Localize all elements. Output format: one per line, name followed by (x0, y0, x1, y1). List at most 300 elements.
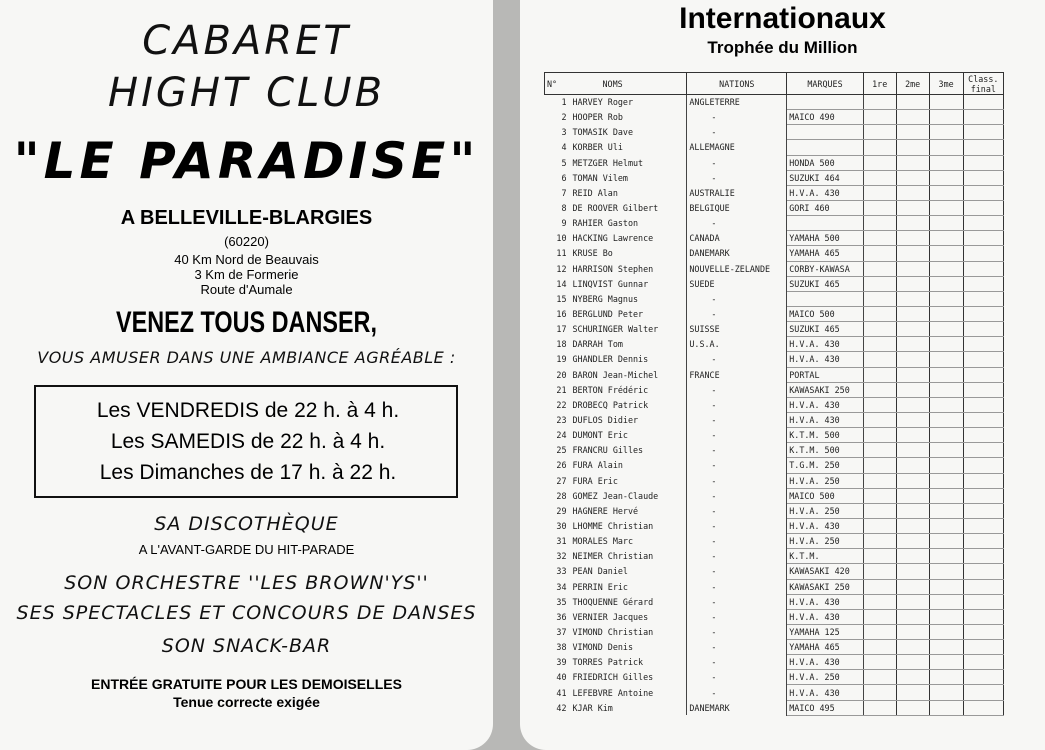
cell-result-3 (929, 412, 963, 427)
cell-result-1 (863, 291, 896, 306)
cell-result-1 (863, 231, 896, 246)
rider-name: DUMONT Eric (572, 430, 628, 441)
postal-code: (60220) (224, 234, 269, 249)
table-row (545, 155, 1004, 170)
cell-rider (545, 306, 687, 321)
rider-name: LEFEBVRE Antoine (572, 687, 654, 698)
table-row (545, 382, 1004, 397)
rider-name: HOOPER Rob (572, 112, 623, 123)
cell-final (963, 231, 1003, 246)
cell-marque (787, 95, 864, 110)
cell-result-2 (896, 231, 929, 246)
cell-result-1 (863, 655, 896, 670)
cell-marque: H.V.A. 430 (787, 412, 864, 427)
cell-rider (545, 564, 687, 579)
cell-result-2 (896, 534, 929, 549)
cell-result-3 (929, 322, 963, 337)
cell-rider (545, 488, 687, 503)
cell-result-3 (929, 125, 963, 140)
cell-nation: - (687, 443, 787, 458)
cell-marque: H.V.A. 430 (787, 185, 864, 200)
cell-result-2 (896, 564, 929, 579)
cell-result-1 (863, 700, 896, 715)
cell-nation: - (687, 170, 787, 185)
cell-nation: - (687, 549, 787, 564)
cell-result-2 (896, 488, 929, 503)
cell-marque: H.V.A. 250 (787, 503, 864, 518)
cell-final (963, 291, 1003, 306)
cell-result-3 (929, 655, 963, 670)
cell-result-3 (929, 640, 963, 655)
cell-result-2 (896, 443, 929, 458)
cell-rider (545, 685, 687, 700)
header-names: NOMS (602, 78, 623, 89)
rider-name: NEIMER Christian (572, 551, 654, 562)
cell-final (963, 352, 1003, 367)
cell-rider (545, 352, 687, 367)
cell-result-3 (929, 276, 963, 291)
rider-number: 39 (556, 657, 567, 668)
cell-result-1 (863, 670, 896, 685)
rider-number: 31 (556, 536, 567, 547)
cell-rider (545, 609, 687, 624)
cell-result-2 (896, 246, 929, 261)
cell-result-2 (896, 458, 929, 473)
cell-rider (545, 291, 687, 306)
cell-rider (545, 397, 687, 412)
cell-nation: - (687, 473, 787, 488)
header-number-names (545, 73, 687, 95)
cell-result-3 (929, 685, 963, 700)
cell-rider (545, 276, 687, 291)
cell-rider (545, 518, 687, 533)
cell-result-1 (863, 216, 896, 231)
rider-number: 35 (556, 596, 567, 607)
rider-name: BARON Jean-Michel (572, 369, 659, 380)
cell-final (963, 624, 1003, 639)
cell-nation: - (687, 564, 787, 579)
cell-result-1 (863, 549, 896, 564)
cell-result-3 (929, 261, 963, 276)
cell-result-2 (896, 700, 929, 715)
cell-rider (545, 640, 687, 655)
cell-result-2 (896, 125, 929, 140)
rider-name: VIMOND Christian (572, 626, 654, 637)
cell-nation: - (687, 458, 787, 473)
table-row (545, 503, 1004, 518)
cell-final (963, 503, 1003, 518)
shows-line: SES SPECTACLES ET CONCOURS DE DANSES (16, 602, 477, 624)
snack-bar-line: SON SNACK-BAR (161, 635, 332, 657)
cell-result-2 (896, 322, 929, 337)
rider-number: 33 (556, 566, 567, 577)
rider-name: MORALES Marc (572, 536, 634, 547)
cell-rider (545, 412, 687, 427)
cell-marque: H.V.A. 430 (787, 609, 864, 624)
rider-number: 36 (556, 611, 567, 622)
cell-nation: DANEMARK (687, 246, 787, 261)
cell-result-3 (929, 564, 963, 579)
cell-final (963, 428, 1003, 443)
rider-name: TOMAN Vilem (572, 172, 628, 183)
cell-marque: YAMAHA 500 (787, 231, 864, 246)
cell-marque: KAWASAKI 420 (787, 564, 864, 579)
rider-number: 27 (556, 475, 567, 486)
cell-marque: YAMAHA 125 (787, 624, 864, 639)
cell-final (963, 140, 1003, 155)
cell-result-2 (896, 428, 929, 443)
cell-nation: SUISSE (687, 322, 787, 337)
cell-final (963, 382, 1003, 397)
cell-final (963, 155, 1003, 170)
cell-marque: H.V.A. 430 (787, 337, 864, 352)
cell-result-1 (863, 185, 896, 200)
cell-final (963, 655, 1003, 670)
cell-result-1 (863, 594, 896, 609)
table-row (545, 95, 1004, 110)
cell-result-3 (929, 488, 963, 503)
cell-result-2 (896, 95, 929, 110)
table-row (545, 397, 1004, 412)
rider-name: DARRAH Tom (572, 339, 623, 350)
table-row (545, 594, 1004, 609)
cell-marque: K.T.M. (787, 549, 864, 564)
table-row (545, 518, 1004, 533)
cell-result-3 (929, 216, 963, 231)
cell-marque: K.T.M. 500 (787, 443, 864, 458)
cell-result-2 (896, 276, 929, 291)
cell-result-2 (896, 110, 929, 125)
cell-marque: SUZUKI 465 (787, 322, 864, 337)
cell-nation: - (687, 518, 787, 533)
table-row (545, 564, 1004, 579)
cell-result-1 (863, 261, 896, 276)
cell-marque: H.V.A. 250 (787, 534, 864, 549)
cell-rider (545, 655, 687, 670)
rider-name: REID Alan (572, 187, 618, 198)
cell-result-2 (896, 200, 929, 215)
cell-result-2 (896, 640, 929, 655)
rider-number: 38 (556, 642, 567, 653)
cell-nation: SUEDE (687, 276, 787, 291)
cell-final (963, 473, 1003, 488)
rider-name: METZGER Helmut (572, 157, 644, 168)
rider-number: 7 (561, 187, 567, 198)
table-row (545, 670, 1004, 685)
cell-final (963, 322, 1003, 337)
rider-name: KJAR Kim (572, 702, 613, 713)
cell-final (963, 518, 1003, 533)
table-row (545, 367, 1004, 382)
cell-result-2 (896, 337, 929, 352)
cell-result-1 (863, 337, 896, 352)
cell-nation: - (687, 640, 787, 655)
rider-name: BERGLUND Peter (572, 309, 644, 320)
cell-rider (545, 534, 687, 549)
cell-marque: SUZUKI 464 (787, 170, 864, 185)
hours-sunday: Les Dimanches de 17 h. à 22 h. (99, 461, 397, 484)
cell-final (963, 125, 1003, 140)
cell-marque: H.V.A. 430 (787, 397, 864, 412)
rider-number: 29 (556, 505, 567, 516)
cell-final (963, 488, 1003, 503)
invite-subline: VOUS AMUSER DANS UNE AMBIANCE AGRÉABLE : (37, 348, 456, 367)
cell-final (963, 549, 1003, 564)
table-row (545, 458, 1004, 473)
cell-marque: MAICO 495 (787, 700, 864, 715)
cell-nation: - (687, 125, 787, 140)
cell-result-1 (863, 246, 896, 261)
orchestra-line: SON ORCHESTRE ''LES BROWN'YS'' (64, 572, 429, 594)
cell-result-3 (929, 170, 963, 185)
cell-result-2 (896, 609, 929, 624)
cell-nation: - (687, 291, 787, 306)
rider-number: 32 (556, 551, 567, 562)
cell-result-1 (863, 110, 896, 125)
cell-result-3 (929, 352, 963, 367)
cell-result-3 (929, 185, 963, 200)
cell-marque: K.T.M. 500 (787, 428, 864, 443)
cell-result-2 (896, 185, 929, 200)
cell-marque: KAWASAKI 250 (787, 382, 864, 397)
cell-result-3 (929, 443, 963, 458)
rider-number: 10 (556, 233, 567, 244)
cell-marque (787, 125, 864, 140)
table-row (545, 110, 1004, 125)
cell-result-2 (896, 306, 929, 321)
rider-number: 1 (561, 97, 567, 108)
header-marques: MARQUES (787, 73, 864, 95)
cell-marque: KAWASAKI 250 (787, 579, 864, 594)
cell-final (963, 640, 1003, 655)
cell-result-3 (929, 155, 963, 170)
entry-table-container (544, 72, 1026, 722)
directions-line-2: 3 Km de Formerie (194, 267, 299, 282)
rider-number: 4 (561, 142, 567, 153)
cell-rider (545, 200, 687, 215)
table-row (545, 534, 1004, 549)
cell-final (963, 594, 1003, 609)
table-row (545, 200, 1004, 215)
cell-marque: H.V.A. 430 (787, 352, 864, 367)
cell-final (963, 200, 1003, 215)
cell-marque: MAICO 500 (787, 306, 864, 321)
club-name: "LE PARADISE" (13, 132, 480, 190)
cell-final (963, 367, 1003, 382)
rider-number: 2 (561, 112, 567, 123)
cell-rider (545, 261, 687, 276)
cell-final (963, 443, 1003, 458)
cell-result-1 (863, 609, 896, 624)
cell-nation: CANADA (687, 231, 787, 246)
table-row (545, 428, 1004, 443)
rider-number: 17 (556, 324, 567, 335)
cell-result-3 (929, 246, 963, 261)
cell-nation: - (687, 110, 787, 125)
cell-rider (545, 443, 687, 458)
cell-nation: - (687, 155, 787, 170)
cell-result-1 (863, 503, 896, 518)
table-header-row (545, 73, 1004, 95)
header-first: 1re (863, 73, 896, 95)
rider-name: HARRISON Stephen (572, 263, 654, 274)
cell-result-3 (929, 231, 963, 246)
cell-marque: CORBY-KAWASA (787, 261, 864, 276)
directions-line-1: 40 Km Nord de Beauvais (174, 252, 319, 267)
cell-result-3 (929, 367, 963, 382)
cell-nation: BELGIQUE (687, 200, 787, 215)
rider-name: TOMASIK Dave (572, 127, 634, 138)
table-row (545, 322, 1004, 337)
cell-nation: NOUVELLE-ZELANDE (687, 261, 787, 276)
table-row (545, 488, 1004, 503)
cell-marque (787, 216, 864, 231)
free-entry-line: ENTRÉE GRATUITE POUR LES DEMOISELLES (91, 676, 402, 692)
cell-result-3 (929, 306, 963, 321)
cell-result-2 (896, 594, 929, 609)
hours-saturday: Les SAMEDIS de 22 h. à 4 h. (110, 430, 386, 453)
cell-rider (545, 367, 687, 382)
rider-number: 6 (561, 172, 567, 183)
cell-final (963, 185, 1003, 200)
cell-nation: - (687, 503, 787, 518)
cell-rider (545, 231, 687, 246)
rider-name: LHOMME Christian (572, 521, 654, 531)
table-row (545, 412, 1004, 427)
rider-number: 15 (556, 293, 567, 304)
cell-final (963, 397, 1003, 412)
cell-result-2 (896, 685, 929, 700)
cell-marque: SUZUKI 465 (787, 276, 864, 291)
cell-result-2 (896, 170, 929, 185)
table-row (545, 216, 1004, 231)
cell-marque: HONDA 500 (787, 155, 864, 170)
page-title: Internationaux (679, 2, 886, 35)
rider-name: KRUSE Bo (572, 248, 613, 259)
cell-result-1 (863, 640, 896, 655)
cell-marque: H.V.A. 250 (787, 670, 864, 685)
cell-marque: H.V.A. 430 (787, 594, 864, 609)
cell-result-3 (929, 428, 963, 443)
cell-final (963, 110, 1003, 125)
rider-name: NYBERG Magnus (572, 293, 639, 304)
cell-rider (545, 382, 687, 397)
cell-result-3 (929, 473, 963, 488)
rider-name: GHANDLER Dennis (572, 354, 649, 365)
rider-name: FRIEDRICH Gilles (572, 672, 654, 683)
cell-final (963, 412, 1003, 427)
cell-rider (545, 594, 687, 609)
rider-number: 11 (556, 248, 567, 259)
cell-result-3 (929, 534, 963, 549)
cell-nation: FRANCE (687, 367, 787, 382)
cell-result-2 (896, 155, 929, 170)
cell-final (963, 670, 1003, 685)
cell-result-1 (863, 488, 896, 503)
cell-marque: GORI 460 (787, 200, 864, 215)
cell-result-3 (929, 518, 963, 533)
cell-result-3 (929, 458, 963, 473)
cell-result-1 (863, 125, 896, 140)
cell-rider (545, 670, 687, 685)
cell-result-2 (896, 503, 929, 518)
cell-result-3 (929, 397, 963, 412)
cell-final (963, 564, 1003, 579)
table-row (545, 185, 1004, 200)
cell-nation: - (687, 579, 787, 594)
cell-rider (545, 216, 687, 231)
cell-rider (545, 140, 687, 155)
cell-final (963, 458, 1003, 473)
cell-result-1 (863, 534, 896, 549)
cell-marque: MAICO 490 (787, 110, 864, 125)
rider-name: GOMEZ Jean-Claude (572, 490, 659, 501)
cell-final (963, 246, 1003, 261)
table-row (545, 261, 1004, 276)
cell-result-1 (863, 428, 896, 443)
table-row (545, 246, 1004, 261)
cell-marque: PORTAL (787, 367, 864, 382)
cell-nation: ANGLETERRE (687, 95, 787, 110)
cell-rider (545, 337, 687, 352)
cell-result-2 (896, 518, 929, 533)
cell-rider (545, 246, 687, 261)
cell-final (963, 170, 1003, 185)
cell-result-2 (896, 670, 929, 685)
rider-number: 40 (556, 672, 567, 683)
cell-marque: H.V.A. 430 (787, 518, 864, 533)
discotheque-heading: SA DISCOTHÈQUE (154, 513, 339, 535)
header-number: N° (547, 78, 558, 89)
cell-result-3 (929, 624, 963, 639)
cell-final (963, 276, 1003, 291)
cell-result-3 (929, 549, 963, 564)
cell-result-1 (863, 443, 896, 458)
cell-result-1 (863, 155, 896, 170)
page-subtitle: Trophée du Million (707, 38, 858, 57)
header-third: 3me (929, 73, 963, 95)
rider-name: PERRIN Eric (572, 581, 628, 592)
table-row (545, 609, 1004, 624)
cell-rider (545, 549, 687, 564)
cell-result-2 (896, 473, 929, 488)
cell-nation: - (687, 609, 787, 624)
cell-result-1 (863, 382, 896, 397)
cell-rider (545, 170, 687, 185)
cell-marque: H.V.A. 250 (787, 473, 864, 488)
cell-nation: - (687, 352, 787, 367)
entry-table (544, 72, 1004, 716)
cell-final (963, 216, 1003, 231)
header-nations: NATIONS (687, 73, 787, 95)
rider-number: 16 (556, 309, 567, 320)
cell-nation: ALLEMAGNE (687, 140, 787, 155)
cell-nation: - (687, 624, 787, 639)
cell-result-1 (863, 624, 896, 639)
table-row (545, 125, 1004, 140)
rider-number: 3 (561, 127, 567, 138)
cell-marque: H.V.A. 430 (787, 685, 864, 700)
cell-rider (545, 95, 687, 110)
rider-name: SCHURINGER Walter (572, 324, 659, 335)
table-row (545, 700, 1004, 715)
rider-number: 9 (561, 218, 567, 229)
cell-rider (545, 458, 687, 473)
cell-final (963, 609, 1003, 624)
cell-result-1 (863, 276, 896, 291)
dress-code-line: Tenue correcte exigée (173, 694, 320, 710)
cell-rider (545, 624, 687, 639)
